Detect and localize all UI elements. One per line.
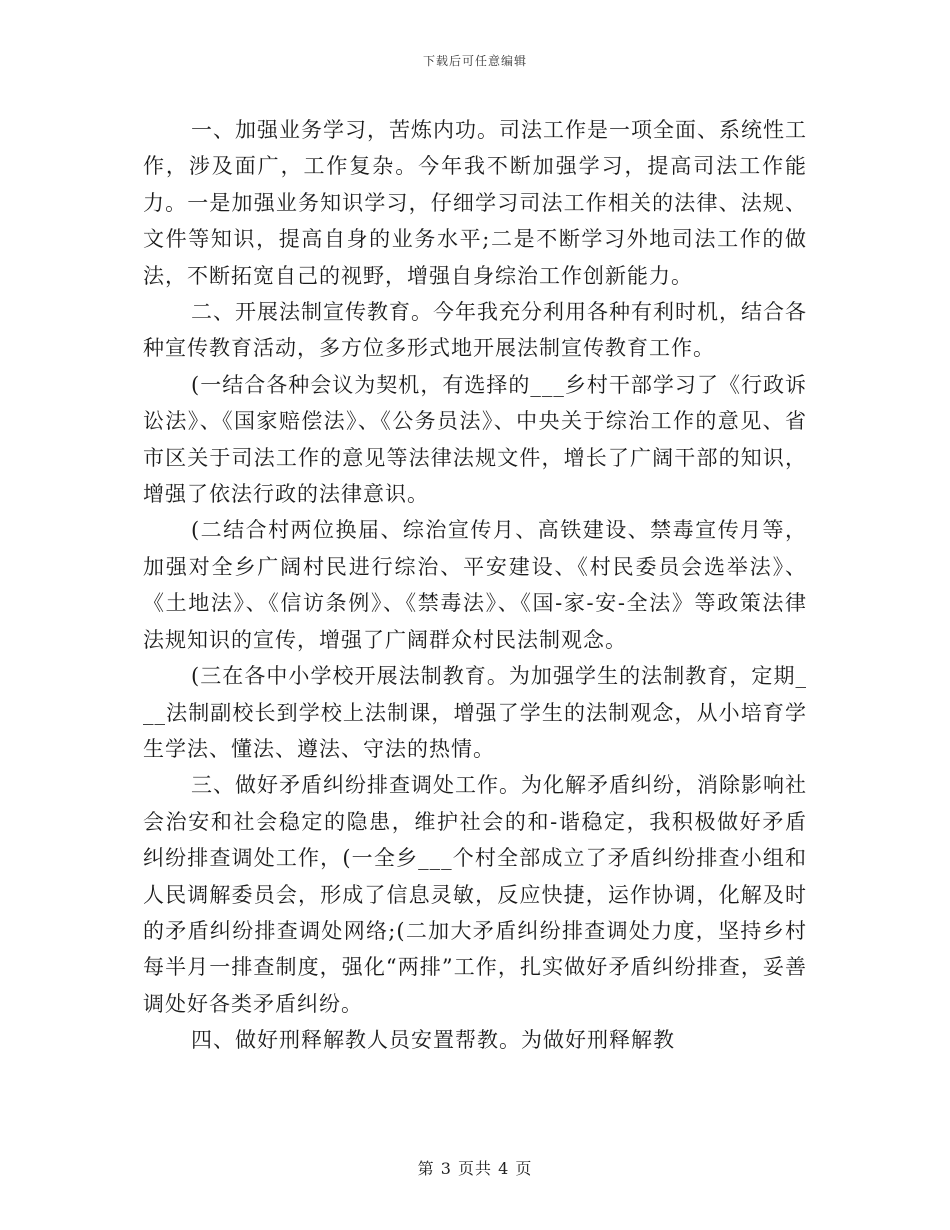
paragraph-1: 一、加强业务学习，苦炼内功。司法工作是一项全面、系统性工作，涉及面广，工作复杂。今年我不断加强学习，提高司法工作能力。一是加强业务知识学习，仔细学习司法工作相关的法律、法规、文件等知识，提高自身的业务水平;二是不断学习外地司法工作的做法，不断拓宽自己的视野，增强自身综治工作创新能力。 [143,118,807,288]
page-number: 第 3 页共 4 页 [417,1159,533,1178]
paragraph-4: (二结合村两位换届、综治宣传月、高铁建设、禁毒宣传月等，加强对全乡广阔村民进行综治、平安建设、《村民委员会选举法》、《土地法》、《信访条例》、《禁毒法》、《国-家-安-全法》等政策法律法规知识的宣传，增强了广阔群众村民法制观念。 [143,518,807,652]
paragraph-3: (一结合各种会议为契机，有选择的___乡村干部学习了《行政诉讼法》、《国家赔偿法》、《公务员法》、中央关于综治工作的意见、省市区关于司法工作的意见等法律法规文件，增长了广阔干部的知识，增强了依法行政的法律意识。 [143,372,807,507]
paragraph-5: (三在各中小学校开展法制教育。为加强学生的法制教育，定期___法制副校长到学校上法制课，增强了学生的法制观念，从小培育学生学法、懂法、遵法、守法的热情。 [143,664,807,761]
paragraph-7: 四、做好刑释解教人员安置帮教。为做好刑释解教 [191,1028,675,1053]
header-note: 下载后可任意编辑 [422,54,527,68]
document-body [143,112,807,1059]
paragraph-2: 二、开展法制宣传教育。今年我充分利用各种有利时机，结合各种宣传教育活动，多方位多形式地开展法制宣传教育工作。 [143,300,807,361]
paragraph-6: 三、做好矛盾纠纷排查调处工作。为化解矛盾纠纷，消除影响社会治安和社会稳定的隐患，维护社会的和-谐稳定，我积极做好矛盾纠纷排查调处工作，(一全乡___个村全部成立了矛盾纠纷排查小组和人民调解委员会，形成了信息灵敏，反应快捷，运作协调，化解及时的矛盾纠纷排查调处网络;(二加大矛盾纠纷排查调处力度，坚持乡村每半月一排查制度，强化“两排”工作，扎实做好矛盾纠纷排查，妥善调处好各类矛盾纠纷。 [143,773,807,1016]
